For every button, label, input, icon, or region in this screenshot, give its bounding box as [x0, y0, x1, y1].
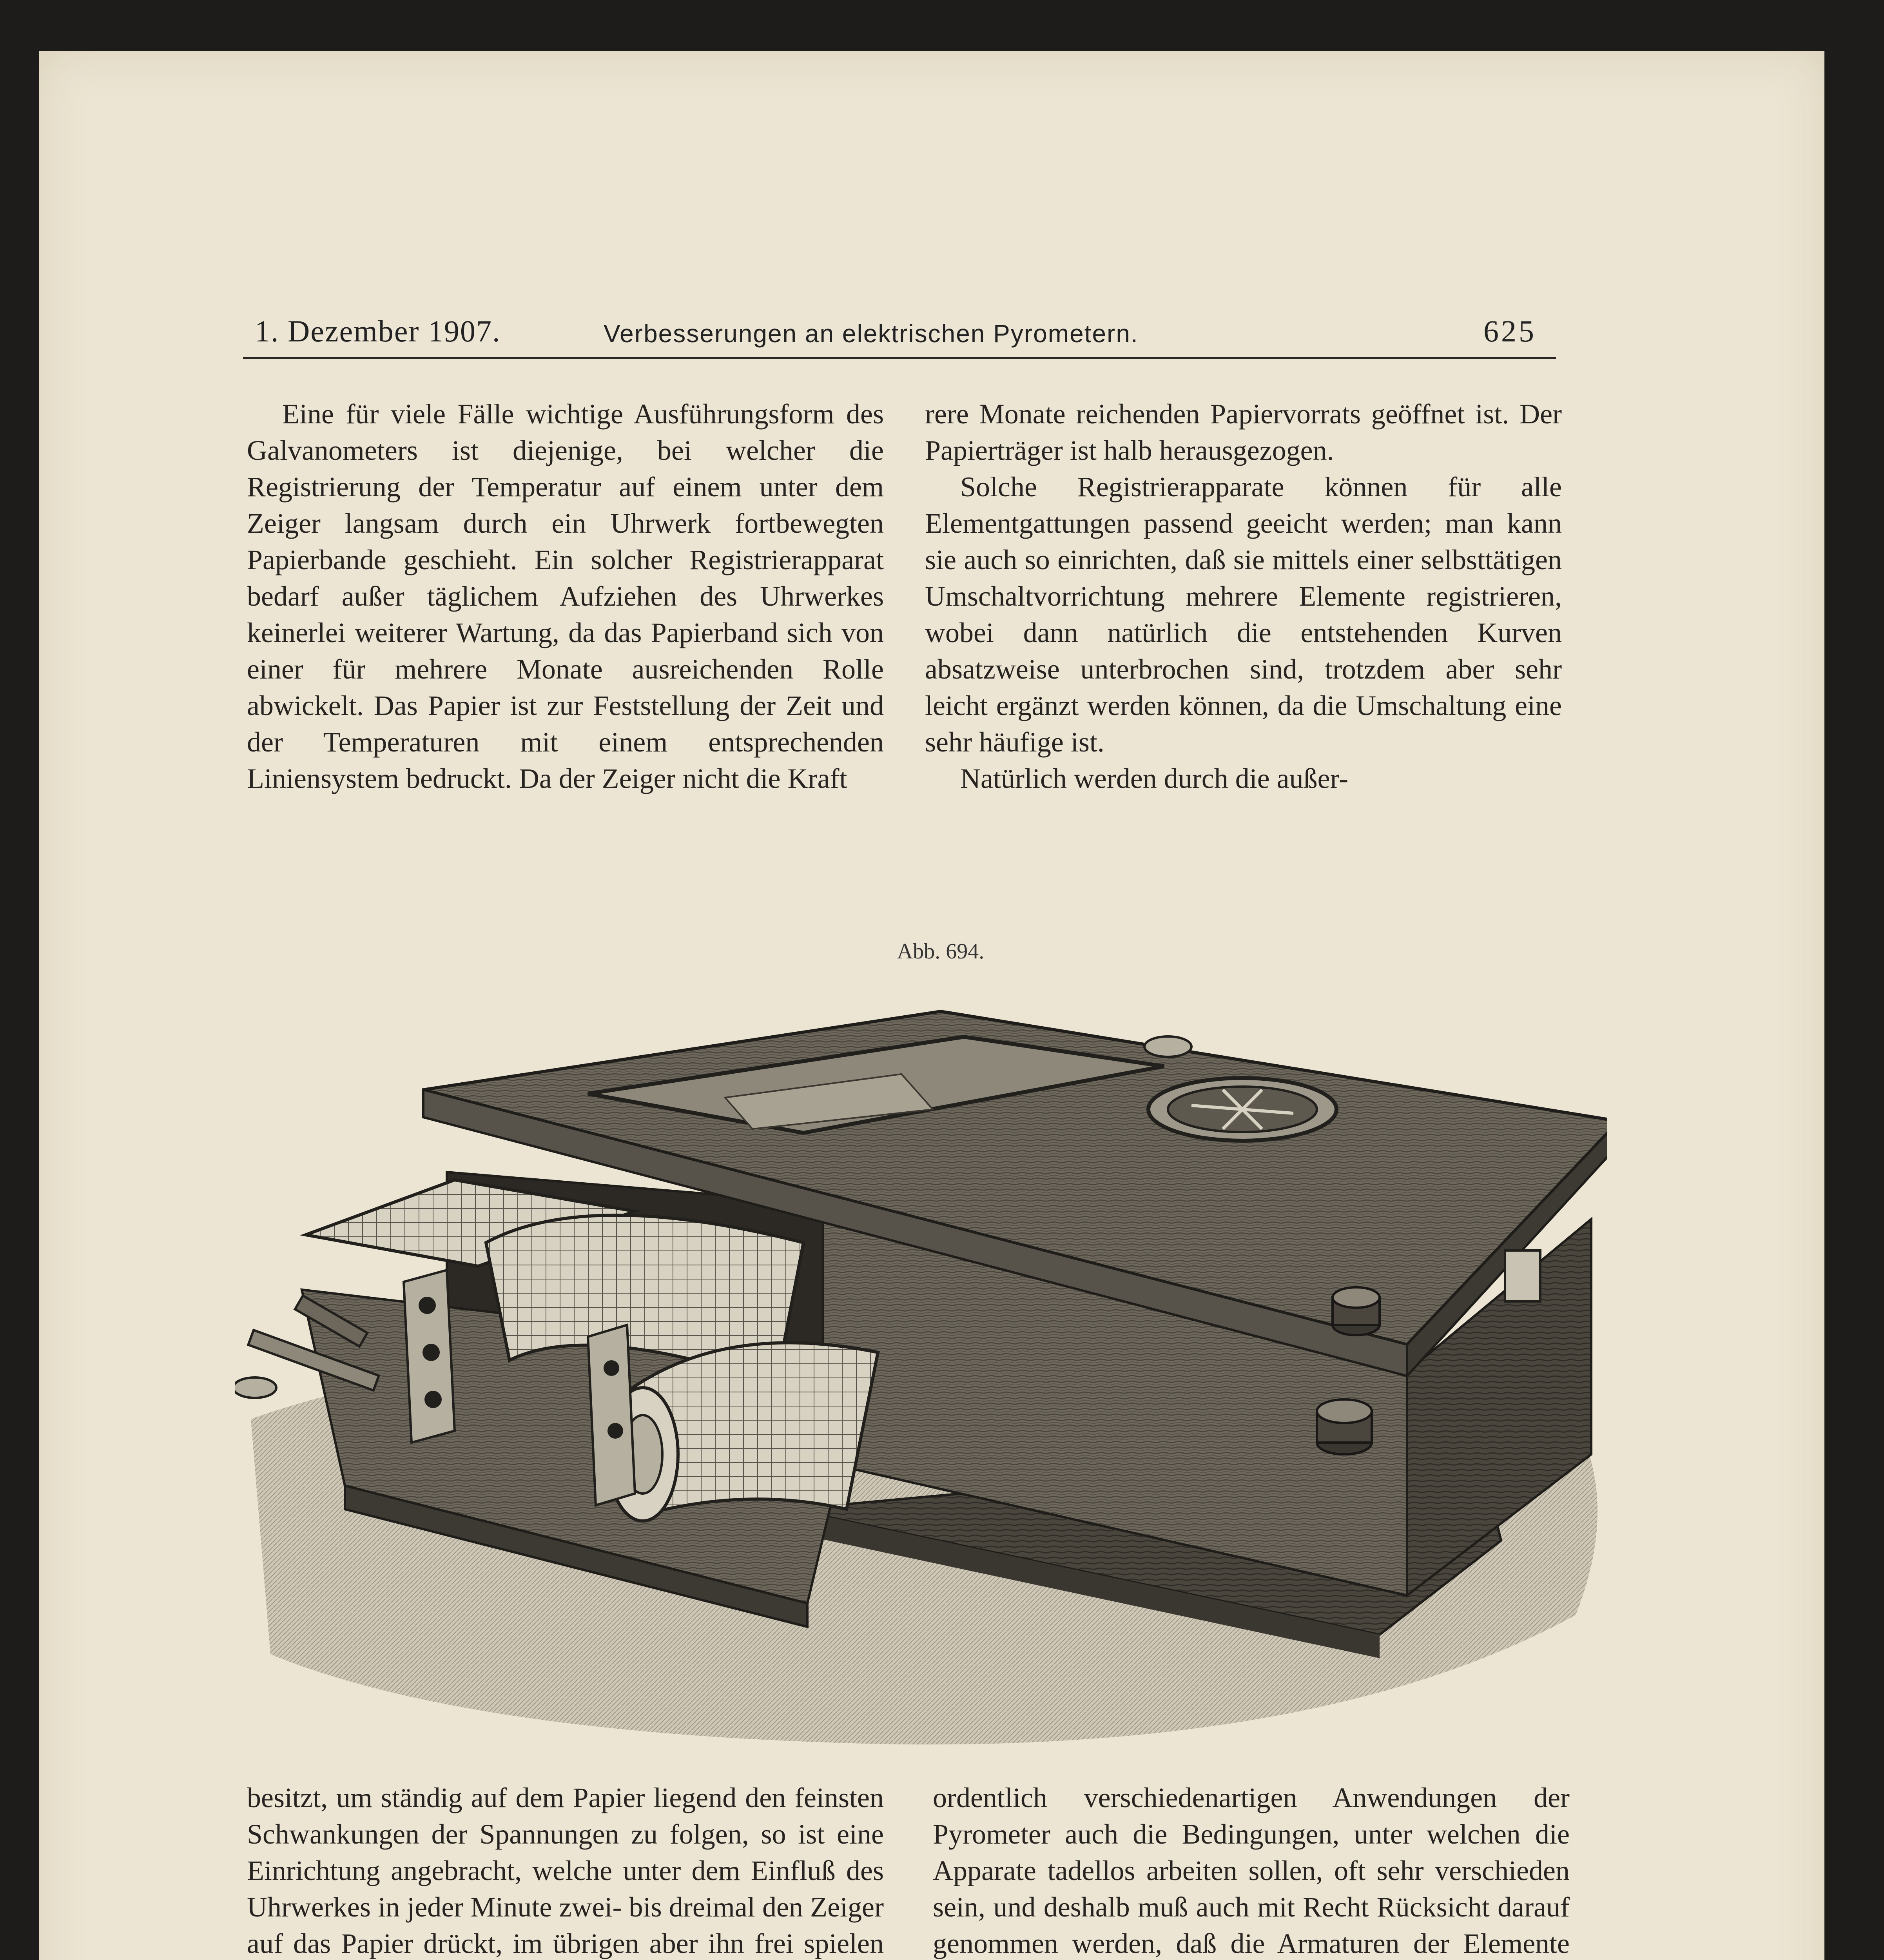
text-column-top-right	[925, 396, 1562, 797]
figure-caption: Abb. 694.	[897, 939, 985, 964]
text-column-bottom-right	[933, 1780, 1570, 1960]
side-connector	[1505, 1250, 1540, 1301]
header-date: 1. Dezember 1907.	[255, 314, 501, 348]
paragraph: Eine für viele Fälle wichtige Ausführungsform des Galvanometers ist diejenige, bei welcher die Registrierung der Temperatur auf einem unter dem Zeiger langsam durch ein Uhrwerk fortbewegten Papierbande geschieht. Ein solcher Registrierapparat bedarf außer täglichem Aufziehen des Uhrwerkes keinerlei weiterer Wartung, da das Papierband sich von einer für mehrere Monate ausreichenden Rolle abwickelt. Das Papier ist zur Feststellung der Zeit und der Temperaturen mit einem entsprechenden Liniensystem bedruckt. Da der Zeiger nicht die Kraft	[247, 398, 884, 794]
terminal-knob	[1333, 1287, 1380, 1335]
paragraph: rere Monate reichenden Papiervorrats geöffnet ist. Der Papierträger ist halb herausgezogen.	[925, 398, 1562, 466]
running-head	[243, 314, 1556, 359]
bracket-right	[588, 1325, 635, 1505]
terminal-knob	[1317, 1399, 1372, 1454]
paragraph: ordentlich verschiedenartigen Anwendungen der Pyrometer auch die Bedingungen, unter welchen die Apparate tadellos arbeiten sollen, oft sehr verschieden sein, und deshalb muß auch mit Recht Rücksicht darauf genommen werden, daß die Armaturen der Elemente	[933, 1782, 1570, 1959]
paragraph: besitzt, um ständig auf dem Papier liegend den feinsten Schwankungen der Spannungen zu folgen, so ist eine Einrichtung angebracht, welche unter dem Einfluß des Uhrwerkes in jeder Minute zwei- bis dreimal den Zeiger auf das Papier drückt, im übrigen aber ihn frei spielen	[247, 1782, 884, 1959]
text-column-top-left	[247, 396, 884, 797]
figure-registering-apparatus	[235, 968, 1607, 1752]
page-number: 625	[1483, 314, 1536, 348]
header-title: Verbesserungen an elektrischen Pyrometern.	[604, 319, 1139, 348]
text-column-bottom-left	[247, 1780, 884, 1960]
paragraph: Natürlich werden durch die außer-	[960, 763, 1349, 794]
paragraph: Solche Registrierapparate können für alle Elementgattungen passend geeicht werden; man kann sie auch so einrichten, daß sie mittels einer selbsttätigen Umschaltvorrichtung mehrere Elemente registrieren, wobei dann natürlich die entstehenden Kurven absatzweise unterbrochen sind, trotzdem aber sehr leicht ergänzt werden können, da die Umschaltung eine sehr häufige ist.	[925, 471, 1562, 758]
